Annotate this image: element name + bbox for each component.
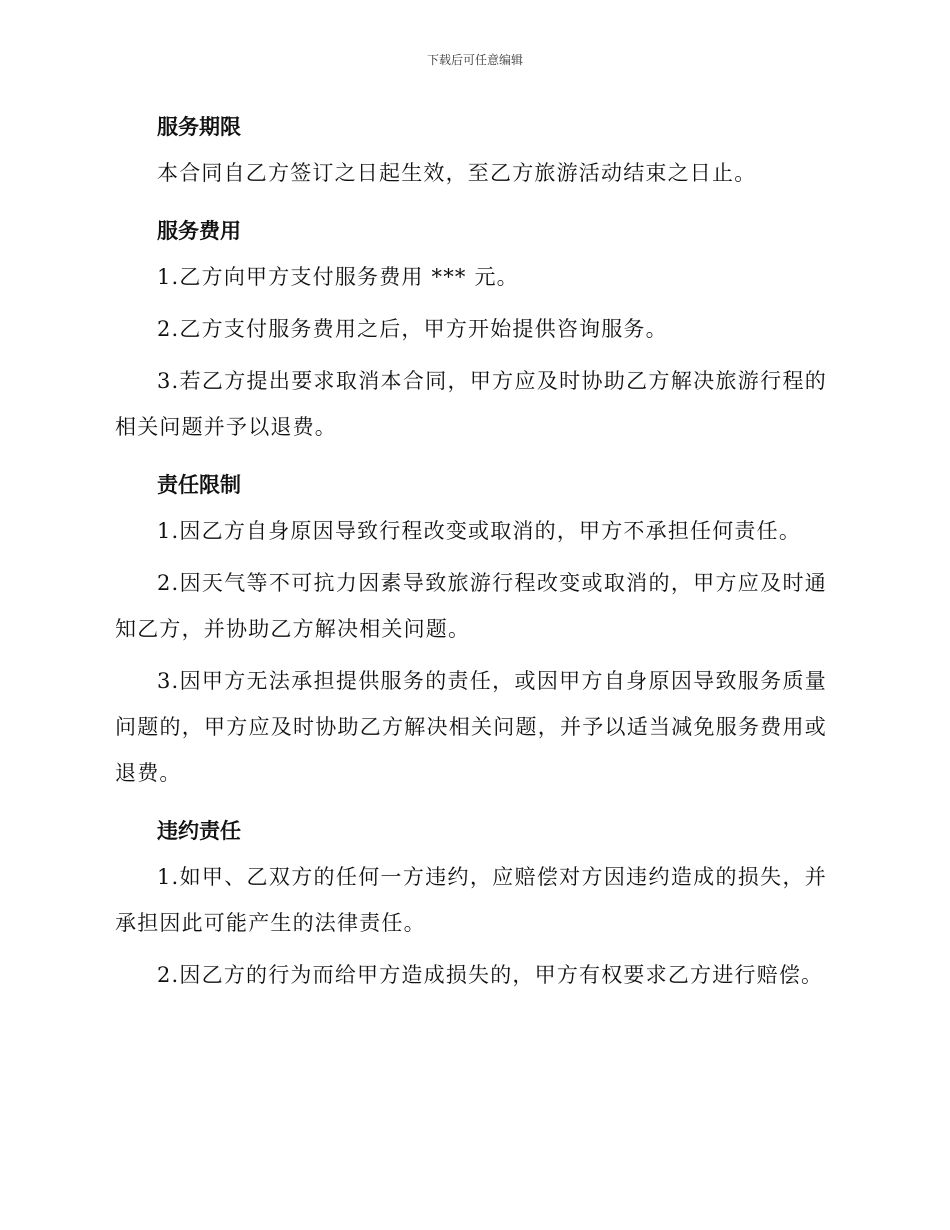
section-heading: 违约责任	[157, 818, 241, 843]
paragraph: 2.因天气等不可抗力因素导致旅游行程改变或取消的，甲方应及时通知乙方，并协助乙方解决相关问题。	[115, 571, 827, 641]
paragraph: 1.因乙方自身原因导致行程改变或取消的，甲方不承担任何责任。	[157, 519, 802, 543]
section-breach-liability	[115, 814, 827, 998]
paragraph: 2.因乙方的行为而给甲方造成损失的，甲方有权要求乙方进行赔偿。	[157, 963, 824, 987]
section-heading: 服务期限	[157, 114, 241, 139]
section-liability-limit	[115, 468, 827, 796]
paragraph: 本合同自乙方签订之日起生效，至乙方旅游活动结束之日止。	[157, 161, 757, 185]
section-heading: 服务费用	[157, 218, 241, 243]
paragraph: 2.乙方支付服务费用之后，甲方开始提供咨询服务。	[157, 317, 668, 341]
paragraph: 1.如甲、乙双方的任何一方违约，应赔偿对方因违约造成的损失，并承担因此可能产生的法律责任。	[115, 865, 827, 935]
section-heading: 责任限制	[157, 472, 241, 497]
section-service-fee	[115, 214, 827, 450]
page-header: 下载后可任意编辑	[426, 53, 523, 67]
paragraph: 3.若乙方提出要求取消本合同，甲方应及时协助乙方解决旅游行程的相关问题并予以退费。	[115, 369, 827, 439]
paragraph: 3.因甲方无法承担提供服务的责任，或因甲方自身原因导致服务质量问题的，甲方应及时协助乙方解决相关问题，并予以适当减免服务费用或退费。	[115, 669, 827, 785]
section-service-term	[115, 110, 827, 196]
document-body	[115, 110, 827, 998]
paragraph: 1.乙方向甲方支付服务费用 *** 元。	[157, 265, 519, 289]
